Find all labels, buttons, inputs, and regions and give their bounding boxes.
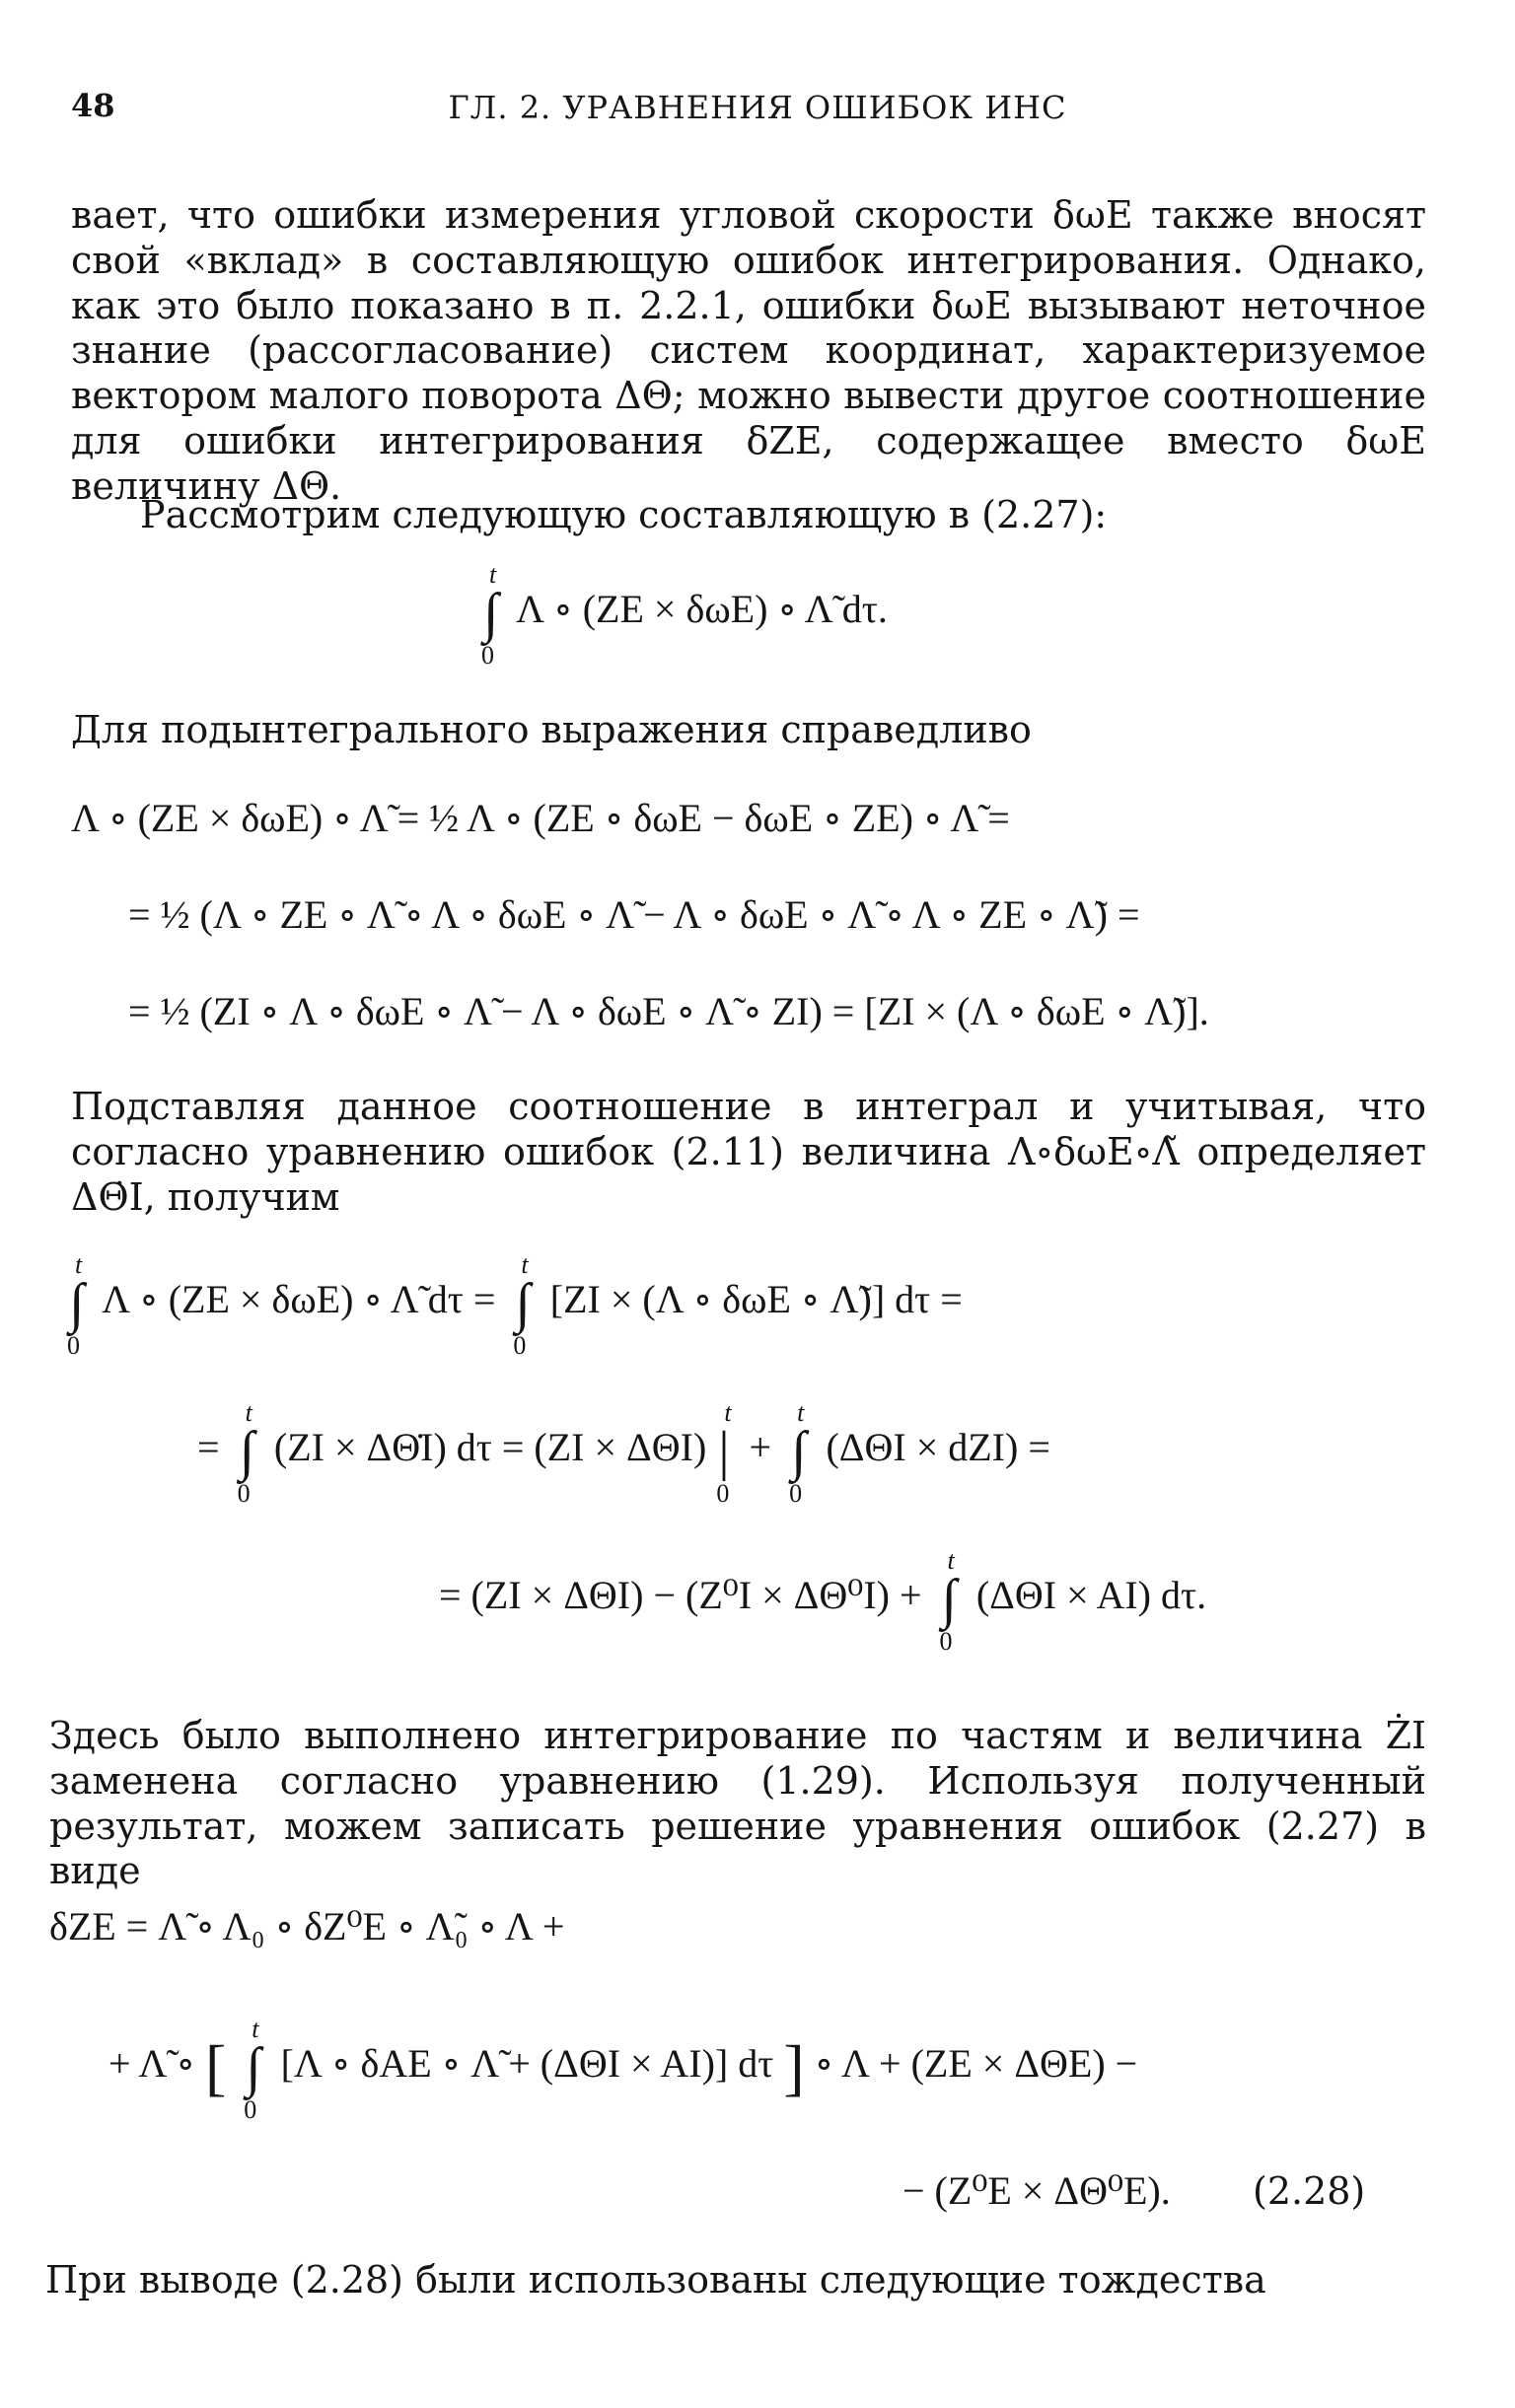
- equation-line-3: = ½ (ZI ∘ Λ ∘ δωE ∘ Λ̃ − Λ ∘ δωE ∘ Λ̃ ∘ ZI) = [ZI × (Λ ∘ δωE ∘ Λ̃)].: [128, 989, 1209, 1033]
- paragraph-3: Для подынтегрального выражения справедливо: [71, 708, 1032, 751]
- equation-number: (2.28): [1253, 2169, 1366, 2213]
- integral-sign: ∫ t 0: [789, 1398, 807, 1508]
- integral-sign: ∫ t 0: [67, 1250, 85, 1360]
- paragraph-1: вает, что ошибки измерения угловой скорости δωE также вносят свой «вклад» в составляющую ошибок интегрирования. Однако, как это было показано в п. 2.2.1, ошибки δωE вызывают неточное знание (рассогласование) систем координат, характеризуемое вектором малого поворота ΔΘ; можно вывести другое соотношение для ошибки интегрирования δZE, содержащее вместо δωE величину ΔΘ.: [71, 193, 1426, 508]
- equation-line-2: = ½ (Λ ∘ ZE ∘ Λ̃ ∘ Λ ∘ δωE ∘ Λ̃ − Λ ∘ δωE ∘ Λ̃ ∘ Λ ∘ ZE ∘ Λ̃) =: [128, 892, 1140, 937]
- equation-integral-1: [473, 560, 888, 670]
- equation-solution-line-3: − (Z⁰E × ΔΘ⁰E).: [902, 2168, 1171, 2213]
- paragraph-4: Подставляя данное соотношение в интеграл и учитывая, что согласно уравнению ошибок (2.11) величина Λ∘δωE∘Λ̃ определяет ΔΘ̇I, получим: [71, 1085, 1426, 1219]
- equation-integral-2c: = (ZI × ΔΘI) − (Z⁰I × ΔΘ⁰I) + ∫ t 0 (ΔΘI × AI) dτ.: [439, 1546, 1207, 1656]
- equation-solution-line-1: δZE = Λ̃ ∘ Λ₀ ∘ δZ⁰E ∘ Λ̃₀ ∘ Λ +: [49, 1904, 565, 1948]
- running-title: ГЛ. 2. УРАВНЕНИЯ ОШИБОК ИНС: [448, 89, 1067, 126]
- integral-sign: ∫ t 0: [237, 1398, 254, 1508]
- equation-integral-2b: = ∫ t 0 (ZI × ΔΘ̇I) dτ = (ZI × ΔΘI) | t 0 + ∫ t 0 (ΔΘI × dZI) =: [197, 1398, 1050, 1508]
- integral-sign: ∫ t 0: [481, 560, 499, 670]
- integral-sign: ∫ t 0: [513, 1250, 531, 1360]
- equation-solution-line-2: + Λ̃ ∘ [ ∫ t 0 [Λ ∘ δAE ∘ Λ̃ + (ΔΘI × AI)] dτ ] ∘ Λ + (ZE × ΔΘE) −: [108, 2015, 1138, 2124]
- equation-integral-2a: ∫ t 0 Λ ∘ (ZE × δωE) ∘ Λ̃ dτ = ∫ t 0 [ZI × (Λ ∘ δωE ∘ Λ̃)] dτ =: [67, 1250, 963, 1360]
- paragraph-5: Здесь было выполнено интегрирование по частям и величина ŻI заменена согласно уравнению (1.29). Используя полученный результат, можем записать решение уравнения ошибок (2.27) в виде: [49, 1714, 1426, 1893]
- equation-text: Λ ∘ (ZE × δωE) ∘ Λ̃ dτ.: [516, 587, 888, 632]
- left-bracket: [: [204, 2032, 227, 2102]
- equation-line-1: Λ ∘ (ZE × δωE) ∘ Λ̃ = ½ Λ ∘ (ZE ∘ δωE − δωE ∘ ZE) ∘ Λ̃ =: [71, 796, 1010, 840]
- page-header: [0, 87, 1515, 136]
- integral-sign: ∫ t 0: [244, 2015, 261, 2124]
- page-number: 48: [71, 87, 115, 124]
- right-bracket: ]: [783, 2032, 805, 2102]
- integral-sign: ∫ t 0: [939, 1546, 957, 1656]
- paragraph-6: При выводе (2.28) были использованы следующие тождества: [45, 2258, 1266, 2302]
- paragraph-2: Рассмотрим следующую составляющую в (2.27):: [140, 493, 1108, 536]
- evaluation-bar: | t 0: [716, 1398, 732, 1508]
